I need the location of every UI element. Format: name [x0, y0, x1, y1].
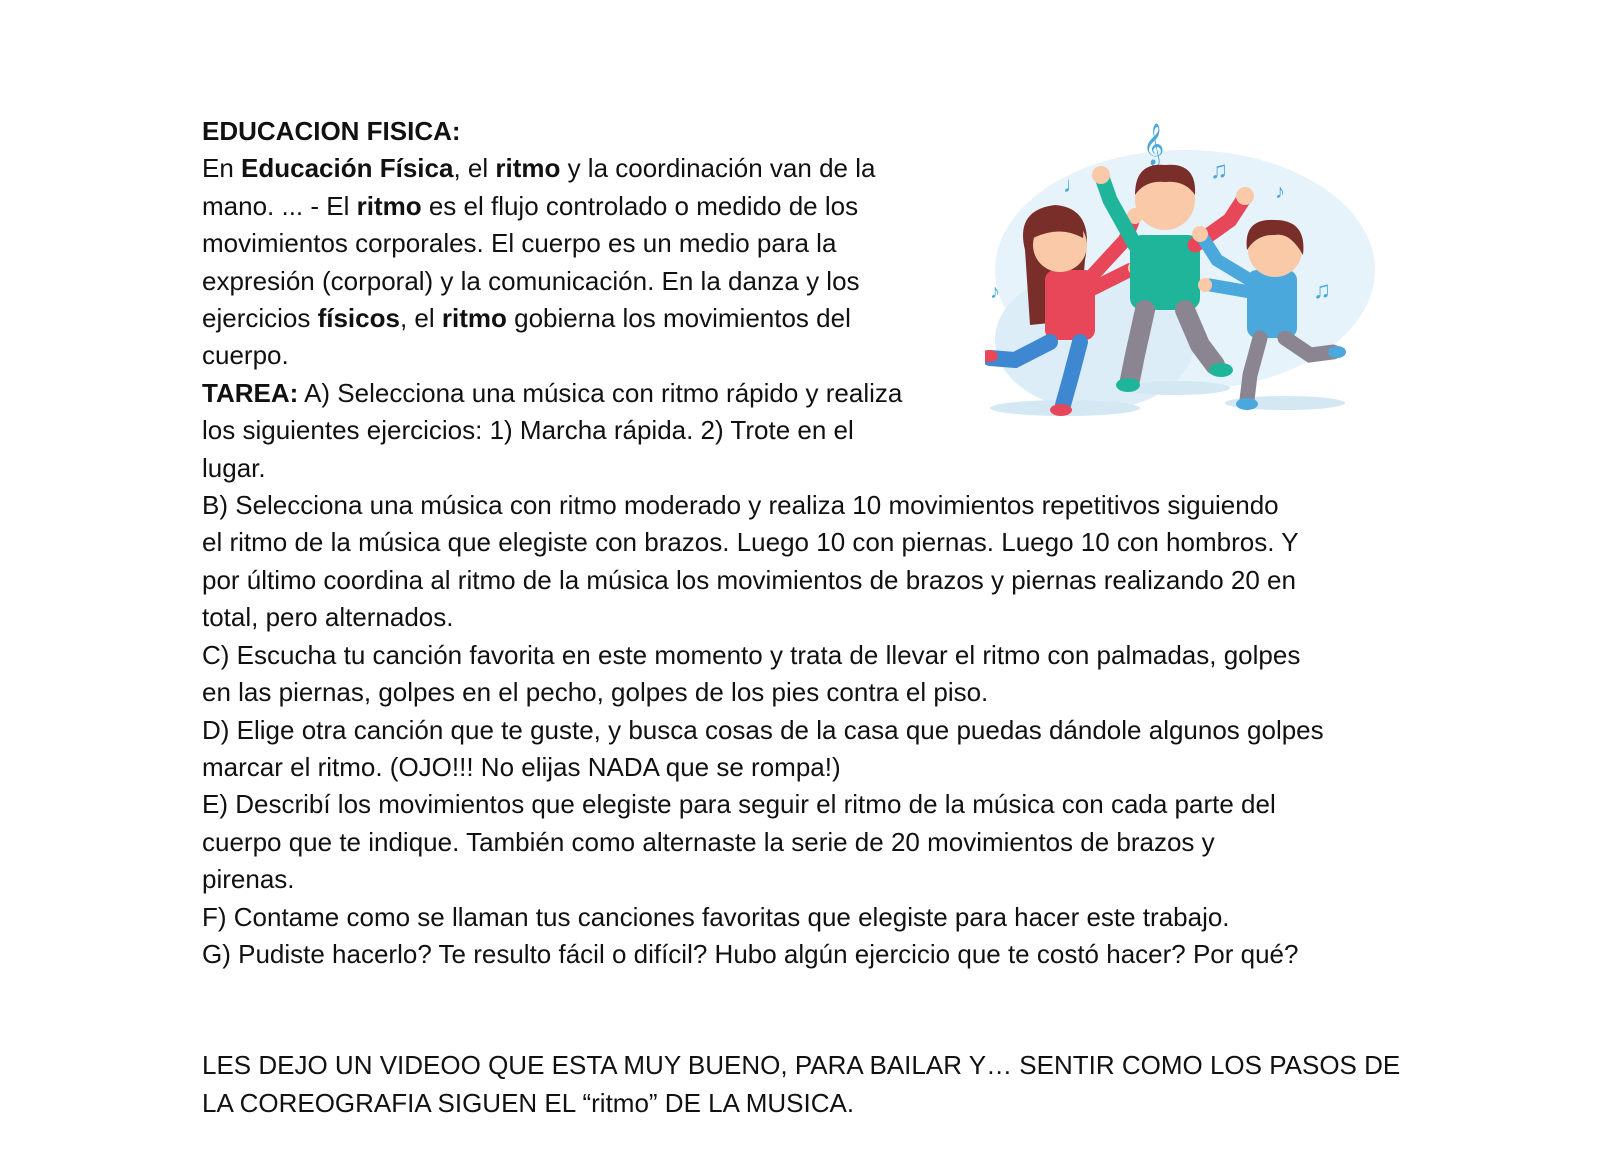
task-list: [202, 487, 1402, 973]
music-note-icon: ♫: [1313, 277, 1331, 304]
task-item-c: C) Escucha tu canción favorita en este momento y trata de llevar el ritmo con palmadas, golpes: [202, 639, 1301, 670]
task-item-b: B) Selecciona una música con ritmo moderado y realiza 10 movimientos repetitivos siguiendo: [202, 490, 1279, 521]
task-item-b: el ritmo de la música que elegiste con brazos. Luego 10 con piernas. Luego 10 con hombros. Y: [202, 527, 1299, 558]
task-item-f: F) Contame como se llaman tus canciones favoritas que elegiste para hacer este trabajo.: [202, 901, 1230, 932]
music-note-icon: 𝄞: [1143, 123, 1165, 164]
closing-line: LES DEJO UN VIDEOO QUE ESTA MUY BUENO, PARA BAILAR Y… SENTIR COMO LOS PASOS DE: [202, 1050, 1401, 1081]
task-item-d: marcar el ritmo. (OJO!!! No elijas NADA que se rompa!): [202, 751, 841, 782]
intro-line: mano. ... - El ritmo es el flujo controlado o medido de los: [202, 190, 859, 221]
spacer: [202, 973, 1402, 1047]
task-item-e: cuerpo que te indique. También como alternaste la serie de 20 movimientos de brazos y: [202, 826, 1215, 857]
intro-line: ejercicios físicos, el ritmo gobierna los movimientos del: [202, 303, 851, 334]
task-item-e: pirenas.: [202, 864, 295, 895]
intro-paragraph: [202, 150, 942, 487]
task-item-g: G) Pudiste hacerlo? Te resulto fácil o difícil? Hubo algún ejercicio que te costó hacer? Por qué?: [202, 938, 1299, 969]
intro-line: movimientos corporales. El cuerpo es un medio para la: [202, 228, 837, 259]
document-body: [202, 113, 1402, 1122]
task-item-d: D) Elige otra canción que te guste, y busca cosas de la casa que puedas dándole algunos golpes: [202, 714, 1324, 745]
music-note-icon: ♪: [1275, 181, 1285, 203]
task-item-b: por último coordina al ritmo de la música los movimientos de brazos y piernas realizando 20 en: [202, 564, 1296, 595]
closing-paragraph: [202, 1047, 1402, 1122]
intro-line: En Educación Física, el ritmo y la coordinación van de la: [202, 153, 876, 184]
intro-line: expresión (corporal) y la comunicación. En la danza y los: [202, 265, 860, 296]
task-item-e: E) Describí los movimientos que elegiste para seguir el ritmo de la música con cada parte del: [202, 789, 1276, 820]
tarea-line: lugar.: [202, 452, 266, 483]
page-title: EDUCACION FISICA:: [202, 116, 461, 146]
closing-line: LA COREOGRAFIA SIGUEN EL “ritmo” DE LA MUSICA.: [202, 1087, 855, 1118]
task-item-c: en las piernas, golpes en el pecho, golpes de los pies contra el piso.: [202, 677, 989, 708]
tarea-line: TAREA: A) Selecciona una música con ritmo rápido y realiza: [202, 377, 903, 408]
music-note-icon: ♩: [1063, 172, 1085, 197]
intro-line: cuerpo.: [202, 340, 289, 371]
music-note-icon: ♫: [1210, 157, 1228, 184]
music-note-icon: ♪: [990, 281, 1000, 303]
tarea-line: los siguientes ejercicios: 1) Marcha rápida. 2) Trote en el: [202, 415, 854, 446]
task-item-b: total, pero alternados.: [202, 602, 454, 633]
